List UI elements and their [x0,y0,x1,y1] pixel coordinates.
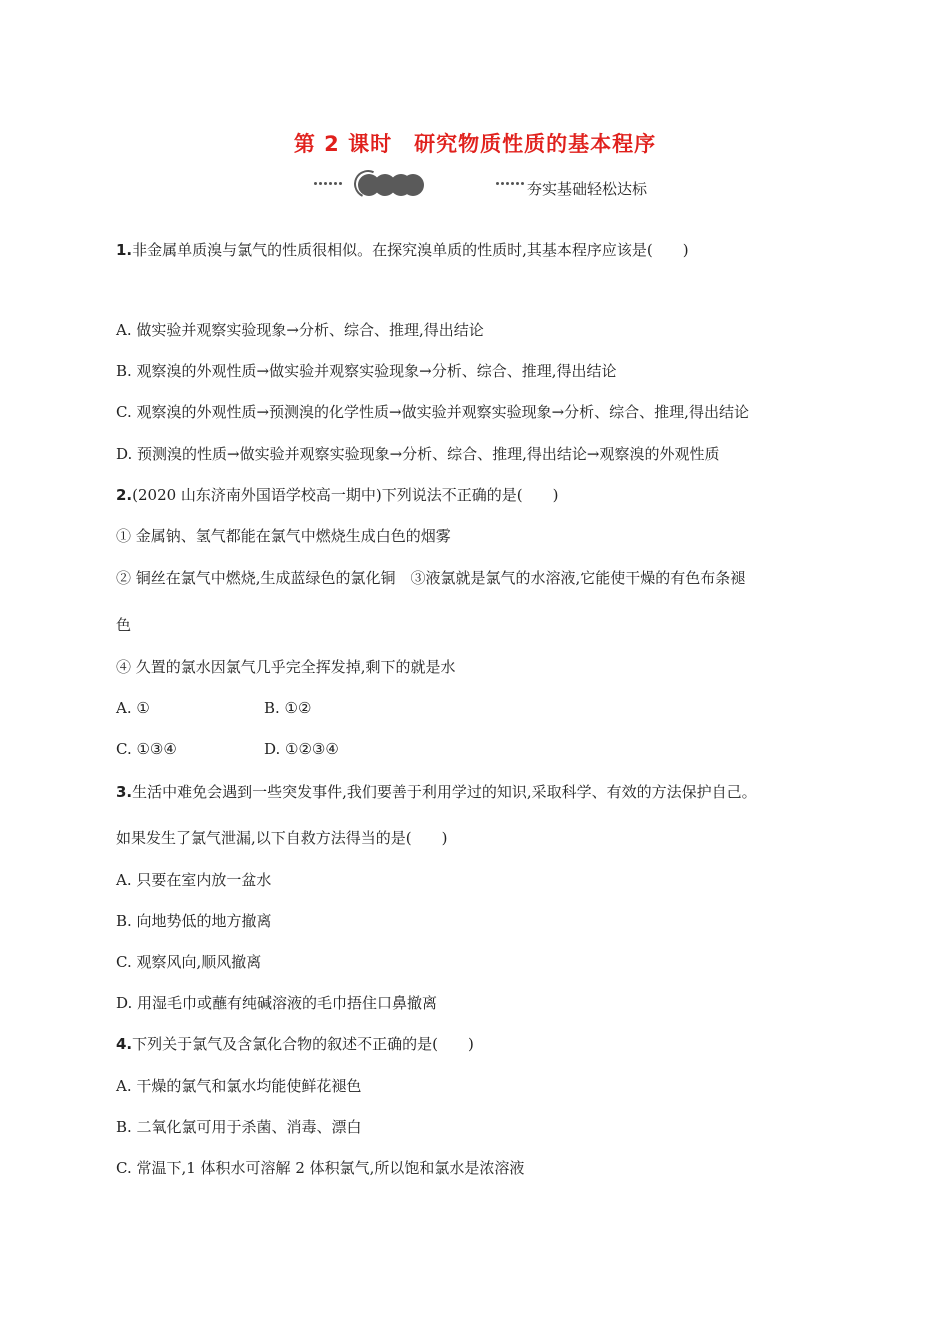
question-4-option-c: C. 常温下,1 体积水可溶解 2 体积氯气,所以饱和氯水是浓溶液 [116,1159,525,1177]
question-text: 非金属单质溴与氯气的性质很相似。在探究溴单质的性质时,其基本程序应该是( ) [132,241,689,259]
page-title: 第 2 课时 研究物质性质的基本程序 [293,132,657,156]
question-4-option-b: B. 二氧化氯可用于杀菌、消毒、漂白 [116,1118,362,1136]
question-1-stem [116,240,689,260]
question-3-option-b: B. 向地势低的地方撤离 [116,912,272,930]
question-3-option-c: C. 观察风向,顺风撤离 [116,953,262,971]
question-4-option-a: A. 干燥的氯气和氯水均能使鲜花褪色 [116,1077,362,1095]
question-1-option-a: A. 做实验并观察实验现象→分析、综合、推理,得出结论 [116,321,484,339]
question-text: 下列关于氯气及含氯化合物的叙述不正确的是( ) [132,1035,474,1053]
dots-decoration-left [314,182,344,186]
section-label: 夯实基础轻松达标 [527,180,648,198]
section-banner [0,168,950,200]
question-2-option-b: B. ①② [264,699,312,717]
question-number: 1. [116,241,133,259]
question-1-option-d: D. 预测溴的性质→做实验并观察实验现象→分析、综合、推理,得出结论→观察溴的外观性质 [116,445,720,463]
question-3-option-a: A. 只要在室内放一盆水 [116,871,272,889]
question-2-stem [116,485,559,505]
question-2-option-d: D. ①②③④ [264,740,339,758]
question-2-statement-1: ① 金属钠、氢气都能在氯气中燃烧生成白色的烟雾 [116,527,451,545]
section-balls-icon [354,170,424,198]
question-2-statement-2: ② 铜丝在氯气中燃烧,生成蓝绿色的氯化铜 ③液氯就是氯气的水溶液,它能使干燥的有色布条褪 [116,569,746,587]
question-3-stem-cont: 如果发生了氯气泄漏,以下自救方法得当的是( ) [116,829,448,847]
question-1-option-c: C. 观察溴的外观性质→预测溴的化学性质→做实验并观察实验现象→分析、综合、推理,得出结论 [116,403,749,421]
question-number: 4. [116,1035,133,1053]
question-1-option-b: B. 观察溴的外观性质→做实验并观察实验现象→分析、综合、推理,得出结论 [116,362,617,380]
question-3-option-d: D. 用湿毛巾或蘸有纯碱溶液的毛巾捂住口鼻撤离 [116,994,438,1012]
question-4-stem [116,1034,474,1054]
question-2-statement-4: ④ 久置的氯水因氯气几乎完全挥发掉,剩下的就是水 [116,658,456,676]
question-3-stem [116,782,757,802]
question-text: (2020 山东济南外国语学校高一期中)下列说法不正确的是( ) [132,486,559,504]
question-number: 3. [116,783,133,801]
question-2-option-a: A. ① [116,699,150,717]
question-text: 生活中难免会遇到一些突发事件,我们要善于利用学过的知识,采取科学、有效的方法保护自己。 [132,783,757,801]
question-2-option-c: C. ①③④ [116,740,177,758]
question-number: 2. [116,486,133,504]
dots-decoration-right [496,182,526,186]
question-2-statement-2-cont: 色 [116,616,132,634]
